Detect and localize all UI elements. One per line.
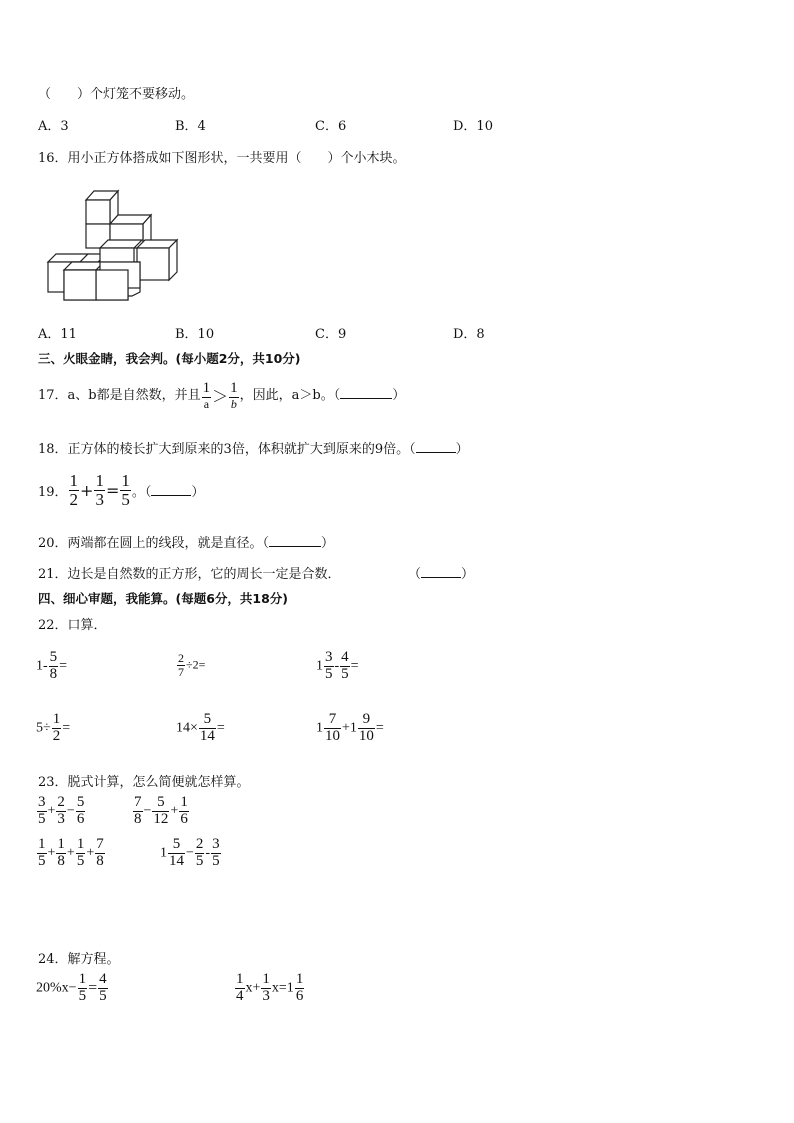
q21-text: 21．边长是自然数的正方形，它的周长一定是合数． bbox=[38, 567, 341, 582]
fraction: $\frac{1}{a}$ bbox=[202, 380, 211, 411]
q16-option-a[interactable]: A．11 bbox=[38, 327, 77, 342]
q15-option-b[interactable]: B．4 bbox=[175, 119, 206, 134]
q15-tail: （ ）个灯笼不要移动。 bbox=[38, 87, 195, 102]
q21-answer bbox=[408, 563, 474, 582]
q16-stem: 16．用小正方体搭成如下图形状，一共要用（ ）个小木块。 bbox=[38, 151, 406, 166]
q20 bbox=[38, 532, 334, 551]
q24-stem: 24．解方程。 bbox=[38, 952, 120, 967]
q15-option-c[interactable]: C．6 bbox=[315, 119, 347, 134]
q18-text: 18．正方体的棱长扩大到原来的3倍，体积就扩大到原来的9倍。（ bbox=[38, 442, 416, 457]
q23-expr-4: 1 $\frac{5}{14}$ − $\frac{2}{5}$ - $\frac{3}{5}$ bbox=[160, 836, 220, 869]
q23-expr-2: $\frac{7}{8}$ − $\frac{5}{12}$ + $\frac{1}{6}$ bbox=[134, 794, 188, 827]
q16-option-d[interactable]: D．8 bbox=[453, 327, 485, 342]
q17-suffix: ，因此，a＞b。（ bbox=[239, 388, 341, 404]
cube-stack-figure bbox=[44, 184, 184, 302]
close-paren: ） bbox=[392, 388, 406, 404]
q22-expr-1: 1- $\frac{5}{8}$ = bbox=[36, 649, 68, 682]
answer-blank[interactable] bbox=[269, 535, 321, 547]
q22-expr-3: 1 $\frac{3}{5}$ - $\frac{4}{5}$ = bbox=[316, 649, 359, 682]
answer-blank[interactable] bbox=[340, 387, 392, 399]
plus-sign: + bbox=[80, 480, 94, 500]
open-paren: （ bbox=[408, 567, 422, 582]
q16-option-b[interactable]: B．10 bbox=[175, 327, 215, 342]
section-4-heading: 四、细心审题，我能算。(每题6分，共18分) bbox=[38, 591, 289, 606]
q19 bbox=[38, 472, 204, 509]
q22-expr-4: 5÷ $\frac{1}{2}$ = bbox=[36, 711, 71, 744]
q19-label: 19． bbox=[38, 484, 68, 500]
q15-option-d[interactable]: D．10 bbox=[453, 119, 493, 134]
q23-stem: 23．脱式计算，怎么简便就怎样算。 bbox=[38, 775, 250, 790]
fraction: $\frac{1}{3}$ bbox=[95, 471, 104, 509]
q17 bbox=[38, 381, 405, 410]
q17-prefix: 17．a、b都是自然数，并且 bbox=[38, 388, 201, 404]
fraction: $\frac{1}{5}$ bbox=[121, 471, 130, 509]
equals-sign: = bbox=[105, 480, 120, 500]
q22-expr-5: 14× $\frac{5}{14}$ = bbox=[176, 711, 225, 744]
q20-text: 20．两端都在圆上的线段，就是直径。（ bbox=[38, 536, 270, 551]
q22-expr-6: 1 $\frac{7}{10}$ +1 $\frac{9}{10}$ = bbox=[316, 711, 384, 744]
gt-sign: ＞ bbox=[212, 387, 229, 407]
q23-expr-3: $\frac{1}{5}$ + $\frac{1}{8}$ + $\frac{1}{5}$ + $\frac{7}{8}$ bbox=[38, 836, 104, 869]
q24-equation-2: $\frac{1}{4}$ x+ $\frac{1}{3}$ x=1 $\frac{1}{6}$ bbox=[236, 971, 304, 1004]
section-3-heading: 三、火眼金睛，我会判。(每小题2分，共10分) bbox=[38, 351, 301, 366]
close-paren: ） bbox=[321, 536, 335, 551]
fraction: $\frac{1}{2}$ bbox=[69, 471, 79, 509]
q22-expr-2: $\frac{2}{7}$ ÷2= bbox=[178, 651, 206, 679]
q18 bbox=[38, 438, 469, 457]
q24-equation-1: 20%x− $\frac{1}{5}$ = $\frac{4}{5}$ bbox=[36, 971, 107, 1004]
q15-option-a[interactable]: A．3 bbox=[38, 119, 69, 134]
q16-option-c[interactable]: C．9 bbox=[315, 327, 347, 342]
q19-suffix: 。（ bbox=[131, 484, 152, 500]
close-paren: ） bbox=[191, 484, 205, 500]
q23-expr-1: $\frac{3}{5}$ + $\frac{2}{3}$ − $\frac{5}{6}$ bbox=[38, 794, 85, 827]
close-paren: ） bbox=[461, 567, 475, 582]
q22-stem: 22．口算． bbox=[38, 618, 107, 633]
close-paren: ） bbox=[455, 442, 469, 457]
answer-blank[interactable] bbox=[151, 484, 191, 496]
answer-blank[interactable] bbox=[421, 566, 461, 578]
answer-blank[interactable] bbox=[416, 441, 456, 453]
fraction: $\frac{1}{b}$ bbox=[230, 380, 238, 411]
